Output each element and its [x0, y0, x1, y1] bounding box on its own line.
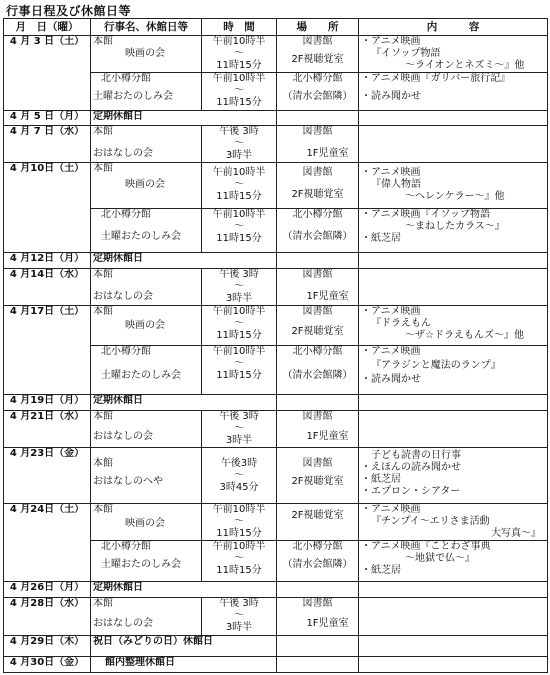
- place-cell: 図書館 1F児童室: [277, 410, 359, 447]
- place-cell: 図書館 2F視聴覚室: [277, 448, 359, 503]
- date-cell: 4 月29日（木）: [4, 635, 91, 656]
- content-cell: [359, 268, 548, 305]
- time-cell: 午後3時 ～ 3時45分: [202, 448, 277, 503]
- date-cell: 4 月10日（土）: [4, 163, 91, 253]
- closed-day-label: 定期休館日: [91, 110, 277, 125]
- time-cell: 午後 3時 ～ 3時半: [202, 410, 277, 447]
- closed-day-label: 定期休館日: [91, 394, 277, 410]
- page-title: 行事日程及び休館日等: [6, 4, 132, 18]
- time-cell: 午前10時半 ～ 11時15分: [202, 209, 277, 252]
- content-cell: 子ども読書の日行事 ・えほんの読み聞かせ ・紙芝居 ・エプロン・シアター: [359, 448, 548, 503]
- header-event: 行事名、休館日等: [91, 19, 202, 36]
- time-cell: 午前10時半 ～ 11時15分: [202, 36, 277, 73]
- event-cell: 本館 映画の会: [91, 36, 202, 73]
- date-cell: 4 月12日（月）: [4, 252, 91, 268]
- time-cell: 午前10時半 ～ 11時15分: [202, 163, 277, 209]
- place-cell: 北小樽分館 （清水会館隣）: [277, 73, 359, 110]
- event-cell: 本館 おはなしの会: [91, 125, 202, 162]
- header-place: 場 所: [277, 19, 359, 36]
- content-cell: ・アニメ映画 『偉人物語 ～ヘレンケラー～』他: [359, 163, 548, 209]
- table-row: [4, 306, 548, 346]
- closed-day-label: 定期休館日: [91, 252, 277, 268]
- schedule-table: [3, 18, 548, 673]
- table-row: [4, 125, 548, 162]
- date-cell: 4 月 3 日（土）: [4, 36, 91, 111]
- content-cell: ・アニメ映画 『ドラえもん ～ザ☆ドラえもんズ～』他: [359, 306, 548, 346]
- table-row: [4, 410, 548, 447]
- event-cell: 本館 おはなしの会: [91, 268, 202, 305]
- header-content: 内 容: [359, 19, 548, 36]
- table-row: [4, 503, 548, 540]
- place-cell: 図書館 2F視聴覚室: [277, 306, 359, 346]
- time-cell: 午前10時半 ～ 11時15分: [202, 503, 277, 540]
- header-date: 月 日（曜）: [4, 19, 91, 36]
- place-cell: 2F視聴覚室: [277, 503, 359, 540]
- place-cell: 図書館 1F児童室: [277, 268, 359, 305]
- time-cell: 午後 3時 ～ 3時半: [202, 268, 277, 305]
- content-cell: [359, 125, 548, 162]
- date-cell: 4 月28日（水）: [4, 598, 91, 635]
- event-cell: 北小樽分館 土曜おたのしみ会: [91, 209, 202, 252]
- table-row: [4, 110, 548, 125]
- time-cell: 午後 3時 ～ 3時半: [202, 598, 277, 635]
- content-cell: ・アニメ映画 『アラジンと魔法のランプ』 ・読み聞かせ: [359, 346, 548, 394]
- place-cell: 図書館 1F児童室: [277, 125, 359, 162]
- place-cell: 図書館 2F視聴覚室: [277, 36, 359, 73]
- event-cell: 本館 おはなしの会: [91, 410, 202, 447]
- table-row: [4, 394, 548, 410]
- table-row: [4, 598, 548, 635]
- table-row: [4, 448, 548, 503]
- place-cell: 図書館 2F視聴覚室: [277, 163, 359, 209]
- time-cell: 午前10時半 ～ 11時15分: [202, 540, 277, 581]
- date-cell: 4 月24日（土）: [4, 503, 91, 582]
- date-cell: 4 月26日（月）: [4, 582, 91, 598]
- event-cell: 本館 おはなしのへや: [91, 448, 202, 503]
- content-cell: ・アニメ映画『ガリバー旅行記』 ・読み聞かせ: [359, 73, 548, 110]
- table-row: [4, 582, 548, 598]
- time-cell: 午前10時半 ～ 11時15分: [202, 306, 277, 346]
- table-row: [4, 252, 548, 268]
- time-cell: 午後 3時 ～ 3時半: [202, 125, 277, 162]
- event-cell: 本館 おはなしの会: [91, 598, 202, 635]
- date-cell: 4 月30日（金）: [4, 656, 91, 672]
- header-time: 時 間: [202, 19, 277, 36]
- event-cell: 本館 映画の会: [91, 306, 202, 346]
- event-cell: 本館 映画の会: [91, 163, 202, 209]
- event-cell: 北小樽分館 土曜おたのしみ会: [91, 540, 202, 581]
- place-cell: 北小樽分館 （清水会館隣）: [277, 346, 359, 394]
- place-cell: 北小樽分館 （清水会館隣）: [277, 209, 359, 252]
- closed-day-label: 館内整理休館日: [91, 656, 277, 672]
- place-cell: 北小樽分館 （清水会館隣）: [277, 540, 359, 581]
- content-cell: ・アニメ映画 『チンプイ～エリさま活動 大写真～』: [359, 503, 548, 540]
- date-cell: 4 月23日（金）: [4, 448, 91, 503]
- place-cell: 図書館 1F児童室: [277, 598, 359, 635]
- content-cell: [359, 598, 548, 635]
- date-cell: 4 月 5 日（月）: [4, 110, 91, 125]
- closed-day-label: 定期休館日: [91, 582, 277, 598]
- date-cell: 4 月14日（水）: [4, 268, 91, 305]
- table-row: [4, 635, 548, 656]
- content-cell: ・アニメ映画『ことわざ事典 ～地獄で仏～』 ・紙芝居: [359, 540, 548, 581]
- event-cell: 北小樽分館 土曜おたのしみ会: [91, 73, 202, 110]
- date-cell: 4 月21日（水）: [4, 410, 91, 447]
- table-row: [4, 163, 548, 209]
- event-cell: 本館 映画の会: [91, 503, 202, 540]
- event-cell: 北小樽分館 土曜おたのしみ会: [91, 346, 202, 394]
- table-row: [4, 656, 548, 672]
- content-cell: [359, 410, 548, 447]
- table-row: [4, 268, 548, 305]
- content-cell: ・アニメ映画『イソップ物語 ～まねしたカラス～』 ・紙芝居: [359, 209, 548, 252]
- date-cell: 4 月19日（月）: [4, 394, 91, 410]
- closed-day-label: 祝日（みどりの日）休館日: [91, 635, 277, 656]
- date-cell: 4 月17日（土）: [4, 306, 91, 395]
- content-cell: ・アニメ映画 『イソップ物語 ～ライオンとネズミ～』他: [359, 36, 548, 73]
- table-row: [4, 36, 548, 73]
- time-cell: 午前10時半 ～ 11時15分: [202, 73, 277, 110]
- time-cell: 午前10時半 ～ 11時15分: [202, 346, 277, 394]
- date-cell: 4 月 7 日（水）: [4, 125, 91, 162]
- header-row: [4, 19, 548, 36]
